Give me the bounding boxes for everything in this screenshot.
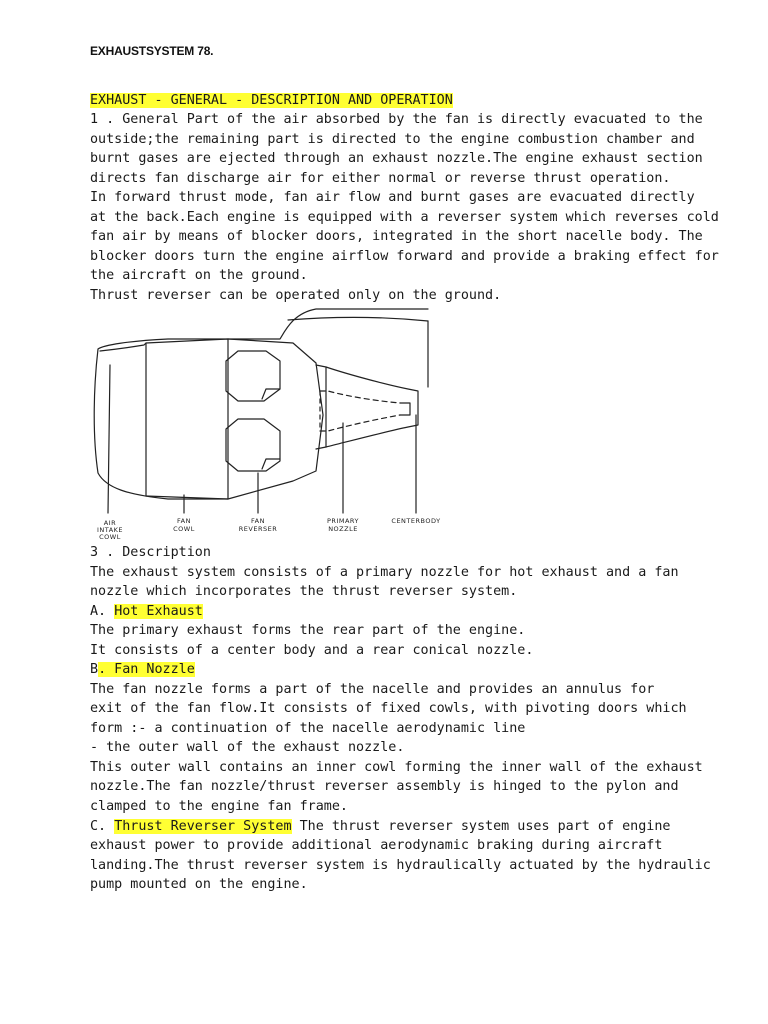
document-title: EXHAUSTSYSTEM 78. bbox=[90, 44, 214, 58]
section-heading-text: EXHAUST - GENERAL - DESCRIPTION AND OPERATION bbox=[90, 93, 453, 108]
thrust-reverser-first-line: The thrust reverser system uses part of engine bbox=[291, 819, 671, 834]
label-air-intake-2: INTAKE bbox=[96, 526, 124, 534]
hot-exhaust-line: It consists of a center body and a rear conical nozzle. bbox=[90, 643, 534, 658]
thrust-reverser-title: Thrust Reverser System bbox=[114, 819, 292, 834]
intro-line: Thrust reverser can be operated only on the ground. bbox=[90, 288, 502, 303]
label-fan-cowl-2: COWL bbox=[173, 525, 195, 533]
air-intake-cowl-outline bbox=[100, 343, 146, 496]
blocker-door-lower bbox=[226, 419, 280, 471]
hot-exhaust-prefix: A. bbox=[90, 604, 115, 619]
intro-line: the aircraft on the ground. bbox=[90, 268, 308, 283]
label-fan-reverser-2: REVERSER bbox=[238, 525, 278, 533]
engine-nacelle-diagram bbox=[88, 303, 448, 543]
intro-line: at the back.Each engine is equipped with a reverser system which reverses cold bbox=[90, 210, 719, 225]
thrust-reverser-heading bbox=[90, 817, 670, 836]
fan-nozzle-line: clamped to the engine fan frame. bbox=[90, 799, 348, 814]
intro-line: directs fan discharge air for either normal or reverse thrust operation. bbox=[90, 171, 671, 186]
intro-line: In forward thrust mode, fan air flow and burnt gases are evacuated directly bbox=[90, 190, 695, 205]
fan-cowl-boundary bbox=[146, 339, 228, 499]
inner-flow-dashed bbox=[320, 391, 400, 403]
leader-air-intake bbox=[108, 365, 110, 513]
fan-nozzle-line: nozzle.The fan nozzle/thrust reverser assembly is hinged to the pylon and bbox=[90, 779, 679, 794]
label-centerbody: CENTERBODY bbox=[391, 517, 441, 525]
intro-line: blocker doors turn the engine airflow forward and provide a braking effect for bbox=[90, 249, 719, 264]
fan-nozzle-line: - the outer wall of the exhaust nozzle. bbox=[90, 740, 405, 755]
label-fan-cowl-1: FAN bbox=[177, 517, 191, 525]
pylon-outline bbox=[228, 309, 428, 339]
label-primary-nozzle-2: NOZZLE bbox=[328, 525, 358, 533]
pylon-lower-line bbox=[288, 317, 428, 321]
description-heading: 3 . Description bbox=[90, 545, 211, 560]
hot-exhaust-title: Hot Exhaust bbox=[114, 604, 203, 619]
label-air-intake-3: COWL bbox=[99, 533, 121, 541]
intro-line: outside;the remaining part is directed to the engine combustion chamber and bbox=[90, 132, 695, 147]
fan-nozzle-prefix: B bbox=[90, 662, 99, 677]
fan-nozzle-heading bbox=[90, 660, 195, 679]
hot-exhaust-heading bbox=[90, 602, 203, 621]
thrust-reverser-prefix: C. bbox=[90, 819, 115, 834]
fan-nozzle-line: exit of the fan flow.It consists of fixed cowls, with pivoting doors which bbox=[90, 701, 687, 716]
description-line: nozzle which incorporates the thrust reverser system. bbox=[90, 584, 518, 599]
thrust-reverser-line: landing.The thrust reverser system is hydraulically actuated by the hydraulic bbox=[90, 858, 711, 873]
intro-line: fan air by means of blocker doors, integrated in the short nacelle body. The bbox=[90, 229, 703, 244]
section-heading bbox=[90, 91, 453, 110]
thrust-reverser-line: exhaust power to provide additional aerodynamic braking during aircraft bbox=[90, 838, 663, 853]
thrust-reverser-line: pump mounted on the engine. bbox=[90, 877, 308, 892]
description-line: The exhaust system consists of a primary nozzle for hot exhaust and a fan bbox=[90, 565, 679, 580]
fan-nozzle-line: The fan nozzle forms a part of the nacelle and provides an annulus for bbox=[90, 682, 655, 697]
blocker-door-upper bbox=[226, 351, 280, 401]
intro-line: burnt gases are ejected through an exhaust nozzle.The engine exhaust section bbox=[90, 151, 703, 166]
hot-exhaust-line: The primary exhaust forms the rear part of the engine. bbox=[90, 623, 526, 638]
centerbody-shape bbox=[400, 403, 410, 415]
fan-nozzle-line: form :- a continuation of the nacelle aerodynamic line bbox=[90, 721, 526, 736]
label-air-intake-1: AIR bbox=[103, 519, 117, 527]
label-fan-reverser-1: FAN bbox=[251, 517, 265, 525]
nacelle-outline bbox=[94, 339, 323, 499]
inner-flow-dashed-lower bbox=[320, 415, 400, 431]
label-primary-nozzle-1: PRIMARY bbox=[327, 517, 359, 525]
fan-nozzle-line: This outer wall contains an inner cowl forming the inner wall of the exhaust bbox=[90, 760, 703, 775]
fan-nozzle-title: . Fan Nozzle bbox=[98, 662, 195, 677]
intro-line: 1 . General Part of the air absorbed by the fan is directly evacuated to the bbox=[90, 112, 703, 127]
exhaust-cone-outline bbox=[326, 367, 418, 447]
